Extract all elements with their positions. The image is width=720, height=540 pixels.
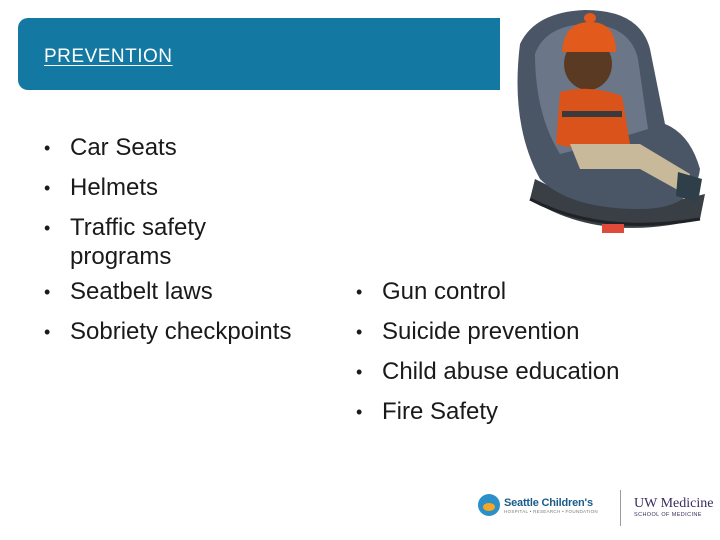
list-item-continuation: programs <box>70 243 172 270</box>
bullet-icon: • <box>356 322 363 342</box>
list-item-text: Sobriety checkpoints <box>70 318 292 345</box>
list-item <box>356 352 620 392</box>
bullet-icon: • <box>44 138 51 158</box>
seattle-childrens-logo <box>478 494 598 516</box>
list-item-text: Gun control <box>382 278 507 305</box>
list-item-text: Suicide prevention <box>382 318 580 345</box>
uw-medicine-subtitle: SCHOOL OF MEDICINE <box>634 512 702 518</box>
list-item-text: Child abuse education <box>382 358 620 385</box>
footer-logos <box>478 486 714 530</box>
left-bullet-list <box>44 128 291 352</box>
whale-logo-icon <box>478 494 500 516</box>
seattle-childrens-subtitle: HOSPITAL • RESEARCH • FOUNDATION <box>504 508 598 514</box>
bullet-icon: • <box>356 402 363 422</box>
list-item <box>44 168 291 208</box>
list-item-text: Traffic safety <box>70 214 207 241</box>
slide-title: PREVENTION <box>44 46 173 67</box>
list-item-text: Fire Safety <box>382 398 499 425</box>
list-item <box>44 312 291 352</box>
list-item <box>356 272 620 312</box>
list-item-text: Car Seats <box>70 134 177 161</box>
list-item-text: Seatbelt laws <box>70 278 213 305</box>
list-item-text: Helmets <box>70 174 159 201</box>
list-item <box>356 312 620 352</box>
logo-divider <box>620 490 621 526</box>
uw-medicine-logo <box>634 496 713 518</box>
bullet-icon: • <box>44 218 51 238</box>
list-item <box>356 392 620 432</box>
car-seat-image <box>490 4 720 244</box>
right-bullet-list <box>356 272 620 432</box>
list-item <box>44 272 291 312</box>
list-item <box>44 128 291 168</box>
list-item <box>44 208 291 272</box>
bullet-icon: • <box>44 282 51 302</box>
seattle-childrens-name: Seattle Children's <box>504 496 593 509</box>
bullet-icon: • <box>44 322 51 342</box>
bullet-icon: • <box>44 178 51 198</box>
bullet-icon: • <box>356 282 363 302</box>
bullet-icon: • <box>356 362 363 382</box>
uw-medicine-name: UW Medicine <box>634 496 714 511</box>
title-bar <box>18 18 500 90</box>
